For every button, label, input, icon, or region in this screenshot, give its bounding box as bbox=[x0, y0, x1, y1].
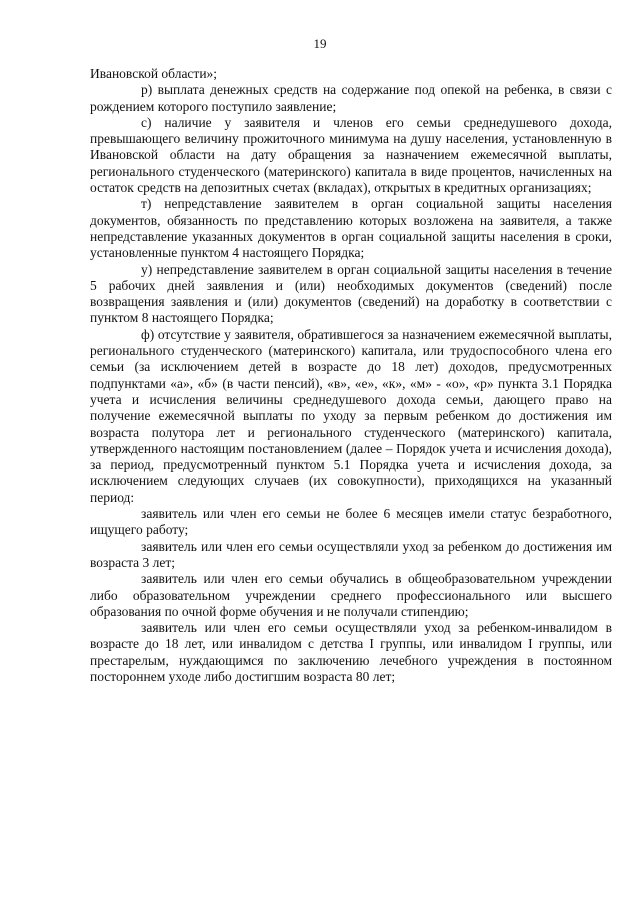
paragraph-item-s: с) наличие у заявителя и членов его семьи среднедушевого дохода, превышающего величину прожиточного минимума на душу населения, установленную в Ивановской области на дату обращения за назначением ежемесячной выплаты, регионального студенческого (материнского) капитала в виде процентов, начисленных на остаток средств на депозитных счетах (вкладах), открытых в кредитных организациях; bbox=[90, 114, 612, 196]
paragraph-item-r: р) выплата денежных средств на содержание под опекой на ребенка, в связи с рождением которого поступило заявление; bbox=[90, 82, 612, 114]
paragraph-item-u: у) непредставление заявителем в орган социальной защиты населения в течение 5 рабочих дней заявления и (или) необходимых документов (сведений) после возвращения заявления и (или) документов (сведений) на доработку в соответствии с пунктом 8 настоящего Порядка; bbox=[90, 261, 612, 326]
document-body bbox=[90, 66, 612, 685]
paragraph-exception-unemployed: заявитель или член его семьи не более 6 месяцев имели статус безработного, ищущего работу; bbox=[90, 506, 612, 538]
paragraph-continuation: Ивановской области»; bbox=[90, 66, 218, 81]
paragraph-exception-disabled-care: заявитель или член его семьи осуществляли уход за ребенком-инвалидом в возрасте до 18 лет, или инвалидом с детства I группы, или инвалидом I группы, или престарелым, нуждающимся по заключению лечебного учреждения в постоянном постороннем уходе либо достигшим возраста 80 лет; bbox=[90, 620, 612, 684]
paragraph-item-f: ф) отсутствие у заявителя, обратившегося за назначением ежемесячной выплаты, регионального студенческого (материнского) капитала, или трудоспособного члена его семьи (за исключением детей в возрасте до 18 лет) доходов, предусмотренных подпунктами «а», «б» (в части пенсий), «в», «е», «к», «м» - «о», «р» пункта 3.1 Порядка учета и исчисления величины среднедушевого дохода семьи, дающего право на получение ежемесячной выплаты по уходу за первым ребенком до достижения им возраста полутора лет и регионального студенческого (материнского) капитала, утвержденного настоящим постановлением (далее – Порядок учета и исчисления дохода), за период, предусмотренный пунктом 5.1 Порядка учета и исчисления дохода, за исключением следующих случаев (их совокупности), приходящихся на указанный период: bbox=[90, 326, 612, 505]
paragraph-exception-education: заявитель или член его семьи обучались в общеобразовательном учреждении либо образовательном учреждении среднего профессионального или высшего образования по очной форме обучения и не получали стипендию; bbox=[90, 571, 612, 619]
page-number: 19 bbox=[313, 36, 327, 51]
paragraph-exception-childcare: заявитель или член его семьи осуществляли уход за ребенком до достижения им возраста 3 лет; bbox=[90, 538, 612, 570]
paragraph-item-t: т) непредставление заявителем в орган социальной защиты населения документов, обязанность по представлению которых возложена на заявителя, а также непредставление указанных документов в орган социальной защиты населения в сроки, установленные пунктом 4 настоящего Порядка; bbox=[90, 196, 612, 261]
